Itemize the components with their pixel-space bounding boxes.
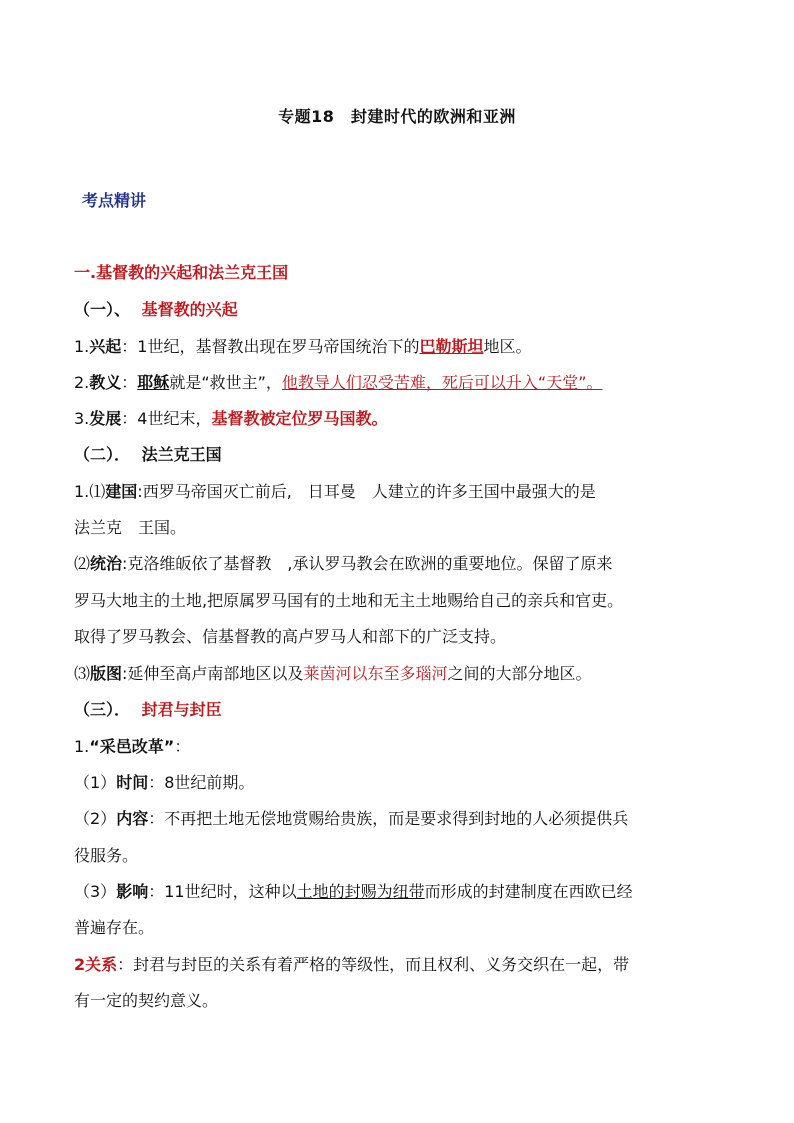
- item-label: 兴起: [89, 337, 122, 356]
- item-text: ：不再把土地无偿地赏赐给贵族，而是要求得到封地的人必须提供兵: [148, 809, 629, 828]
- territory-line: [74, 663, 734, 685]
- relation-line-2: 有一定的契约意义。: [74, 991, 219, 1010]
- content-line: [74, 808, 734, 830]
- item-tail: 之间的大部分地区。: [447, 664, 592, 683]
- rule-line: [74, 553, 734, 575]
- item-label: 时间: [116, 773, 149, 792]
- item-text: ：8世纪前期。: [148, 773, 255, 792]
- highlight-place: 巴勒斯坦: [419, 337, 484, 356]
- content-line-2: 役服务。: [74, 846, 139, 865]
- subheading-label: 法兰克王国: [141, 445, 222, 464]
- item-number: （3）: [74, 882, 117, 901]
- relation-line: [74, 954, 734, 976]
- item-label: 统治: [90, 554, 123, 573]
- item-label: 版图: [90, 664, 123, 683]
- impact-line: [74, 881, 734, 903]
- develop-line: [74, 408, 734, 430]
- doctrine-line: [74, 372, 734, 394]
- item-text: 1世纪，基督教出现在罗马帝国统治下的: [137, 337, 420, 356]
- subheading-label: 封君与封臣: [141, 700, 222, 719]
- colon: ：: [174, 737, 191, 756]
- subheading-prefix: （二）．: [74, 445, 131, 464]
- subheading-rise: [74, 299, 734, 321]
- highlight-quote: 他教导人们忍受苦难，死后可以升入“天堂”。: [281, 373, 603, 392]
- colon: ：: [121, 373, 138, 392]
- item-label: 内容: [116, 809, 149, 828]
- subheading-frank: [74, 444, 734, 466]
- item-number: （1）: [74, 773, 117, 792]
- reform-line: [74, 736, 734, 758]
- item-label: “采邑改革”: [89, 737, 175, 756]
- section-heading: 考点精讲: [82, 191, 147, 210]
- subheading-prefix: （三）．: [74, 700, 131, 719]
- item-tail: 而形成的封建制度在西欧已经: [424, 882, 633, 901]
- rule-line-2: 罗马大地主的土地,把原属罗马国有的土地和无主土地赐给自己的亲兵和官吏。: [74, 591, 624, 610]
- rule-line-3: 取得了罗马教会、信基督教的高卢罗马人和部下的广泛支持。: [74, 627, 507, 646]
- item-number: ⑵: [74, 554, 91, 573]
- item-label: 影响: [116, 882, 149, 901]
- item-tail: 地区。: [483, 337, 532, 356]
- subheading-label: 基督教的兴起: [141, 300, 238, 319]
- item-text: ：封君与封臣的关系有着严格的等级性，而且权利、义务交织在一起，带: [117, 955, 630, 974]
- page-title: 专题18 封建时代的欧洲和亚洲: [278, 107, 516, 126]
- subheading-prefix: （一）、: [74, 300, 131, 319]
- highlight-name: 耶稣: [137, 373, 170, 392]
- item-number: （2）: [74, 809, 117, 828]
- rise-line: [74, 336, 734, 358]
- impact-line-2: 普遍存在。: [74, 918, 155, 937]
- item-number: 1.: [74, 737, 90, 756]
- item-label: 2关系: [74, 955, 118, 974]
- underlined-text: 土地的封赐为纽带: [296, 882, 425, 901]
- found-line: [74, 481, 734, 503]
- item-number: ⑶: [74, 664, 91, 683]
- item-number: 1.: [74, 337, 90, 356]
- part-heading: 一.基督教的兴起和法兰克王国: [74, 263, 289, 282]
- item-label: 建国: [105, 482, 138, 501]
- item-label: 发展: [89, 409, 122, 428]
- item-text: ：11世纪时，这种以: [148, 882, 297, 901]
- highlight-text: 莱茵河以东至多瑙河: [303, 664, 448, 683]
- highlight-text: 基督教被定位罗马国教。: [211, 409, 388, 428]
- item-label: 教义: [89, 373, 122, 392]
- colon: ：: [121, 409, 138, 428]
- item-number: 1.⑴: [74, 482, 106, 501]
- item-text: 就是“救世主”，: [169, 373, 282, 392]
- item-number: 3.: [74, 409, 90, 428]
- found-line-2: 法兰克 王国。: [74, 518, 187, 537]
- item-number: 2.: [74, 373, 90, 392]
- item-text: :克洛维皈依了基督教 ,承认罗马教会在欧洲的重要地位。保留了原来: [122, 554, 613, 573]
- item-text: 4世纪末，: [137, 409, 212, 428]
- subheading-lord: [74, 699, 734, 721]
- time-line: [74, 772, 734, 794]
- item-text: :西罗马帝国灭亡前后, 日耳曼 人建立的许多王国中最强大的是: [137, 482, 596, 501]
- item-text: :延伸至高卢南部地区以及: [122, 664, 304, 683]
- colon: ：: [121, 337, 138, 356]
